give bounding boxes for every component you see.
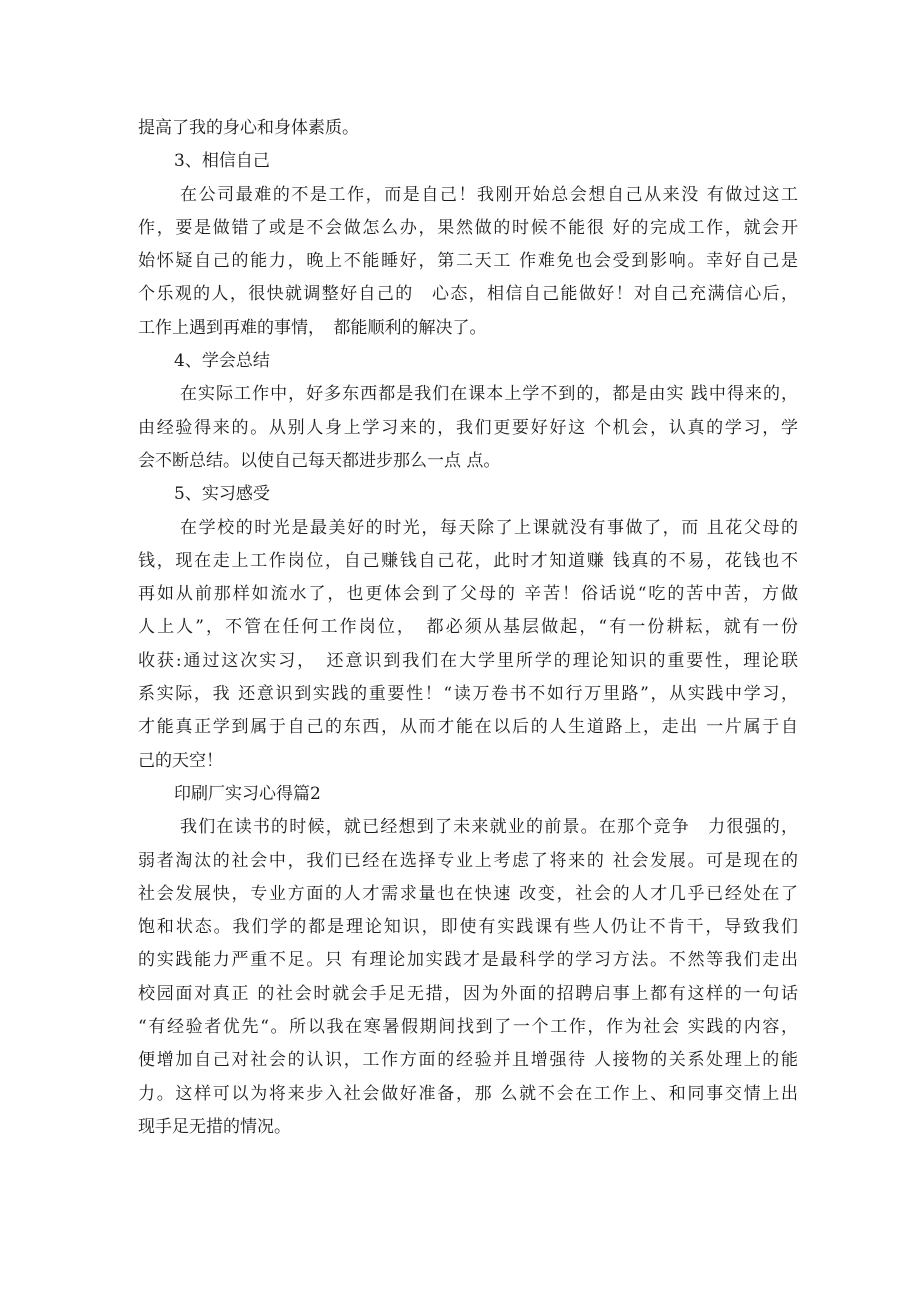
text-line: 收获:通过这次实习， 还意识到我们在大学里所学的理论知识的重要性，理论联 <box>138 650 798 671</box>
text-line: 在公司最难的不是工作，而是自己！我刚开始总会想自己从来没 有做过这工 <box>180 184 798 205</box>
text-line: 钱，现在走上工作岗位，自己赚钱自己花，此时才知道赚 钱真的不易，花钱也不 <box>138 550 798 571</box>
section-heading: 4、学会总结 <box>174 351 270 372</box>
text-line: “有经验者优先“。所以我在寒暑假期间找到了一个工作，作为社会 实践的内容， <box>138 1017 798 1038</box>
text-line: 再如从前那样如流水了，也更体会到了父母的 辛苦！俗话说“吃的苦中苦，方做 <box>138 584 798 605</box>
text-line: 社会发展快，专业方面的人才需求量也在快速 改变，社会的人才几乎已经处在了 <box>138 883 798 904</box>
document-body <box>138 112 798 1144</box>
section-heading: 3、相信自己 <box>174 151 270 172</box>
text-line: 我们在读书的时候，就已经想到了未来就业的前景。在那个竞争 力很强的， <box>180 817 798 838</box>
text-line: 的实践能力严重不足。只 有理论加实践才是最科学的学习方法。不然等我们走出 <box>138 950 798 971</box>
text-line: 始怀疑自己的能力，晚上不能睡好，第二天工 作难免也会受到影响。幸好自己是 <box>138 251 798 272</box>
text-line: 工作上遇到再难的事情， 都能顺利的解决了。 <box>138 317 487 338</box>
text-line: 提高了我的身心和身体素质。 <box>138 118 359 138</box>
text-line: 在实际工作中，好多东西都是我们在课本上学不到的，都是由实 践中得来的， <box>180 384 798 405</box>
text-line: 便增加自己对社会的认识，工作方面的经验并且增强待 人接物的关系处理上的能 <box>138 1050 798 1071</box>
text-line: 力。这样可以为将来步入社会做好准备，那 么就不会在工作上、和同事交情上出 <box>138 1083 798 1104</box>
section-heading: 印刷厂实习心得篇2 <box>174 783 321 804</box>
text-line: 由经验得来的。从别人身上学习来的，我们更要好好这 个机会，认真的学习，学 <box>138 417 798 438</box>
text-line: 己的天空！ <box>138 750 223 771</box>
text-line: 会不断总结。以使自己每天都进步那么一点 点。 <box>138 450 501 471</box>
text-line: 人上人”，不管在任何工作岗位， 都必须从基层做起，“有一份耕耘，就有一份 <box>138 617 798 638</box>
text-line: 系实际，我 还意识到实践的重要性！“读万卷书不如行万里路”，从实践中学习， <box>138 684 798 705</box>
text-line: 饱和状态。我们学的都是理论知识，即使有实践课有些人仍让不肯干，导致我们 <box>138 917 798 938</box>
text-line: 个乐观的人，很快就调整好自己的 心态，相信自己能做好！对自己充满信心后， <box>138 284 798 305</box>
text-line: 校园面对真正 的社会时就会手足无措，因为外面的招聘启事上都有这样的一句话 <box>138 983 798 1004</box>
text-line: 作，要是做错了或是不会做怎么办，果然做的时候不能很 好的完成工作，就会开 <box>138 217 798 238</box>
text-line: 现手足无措的情况。 <box>138 1116 291 1137</box>
text-line: 才能真正学到属于自己的东西，从而才能在以后的人生道路上，走出 一片属于自 <box>138 717 798 738</box>
text-line: 弱者淘汰的社会中，我们已经在选择专业上考虑了将来的 社会发展。可是现在的 <box>138 850 798 871</box>
section-heading: 5、实习感受 <box>174 484 270 505</box>
text-line: 在学校的时光是最美好的时光，每天除了上课就没有事做了，而 且花父母的 <box>180 517 798 538</box>
